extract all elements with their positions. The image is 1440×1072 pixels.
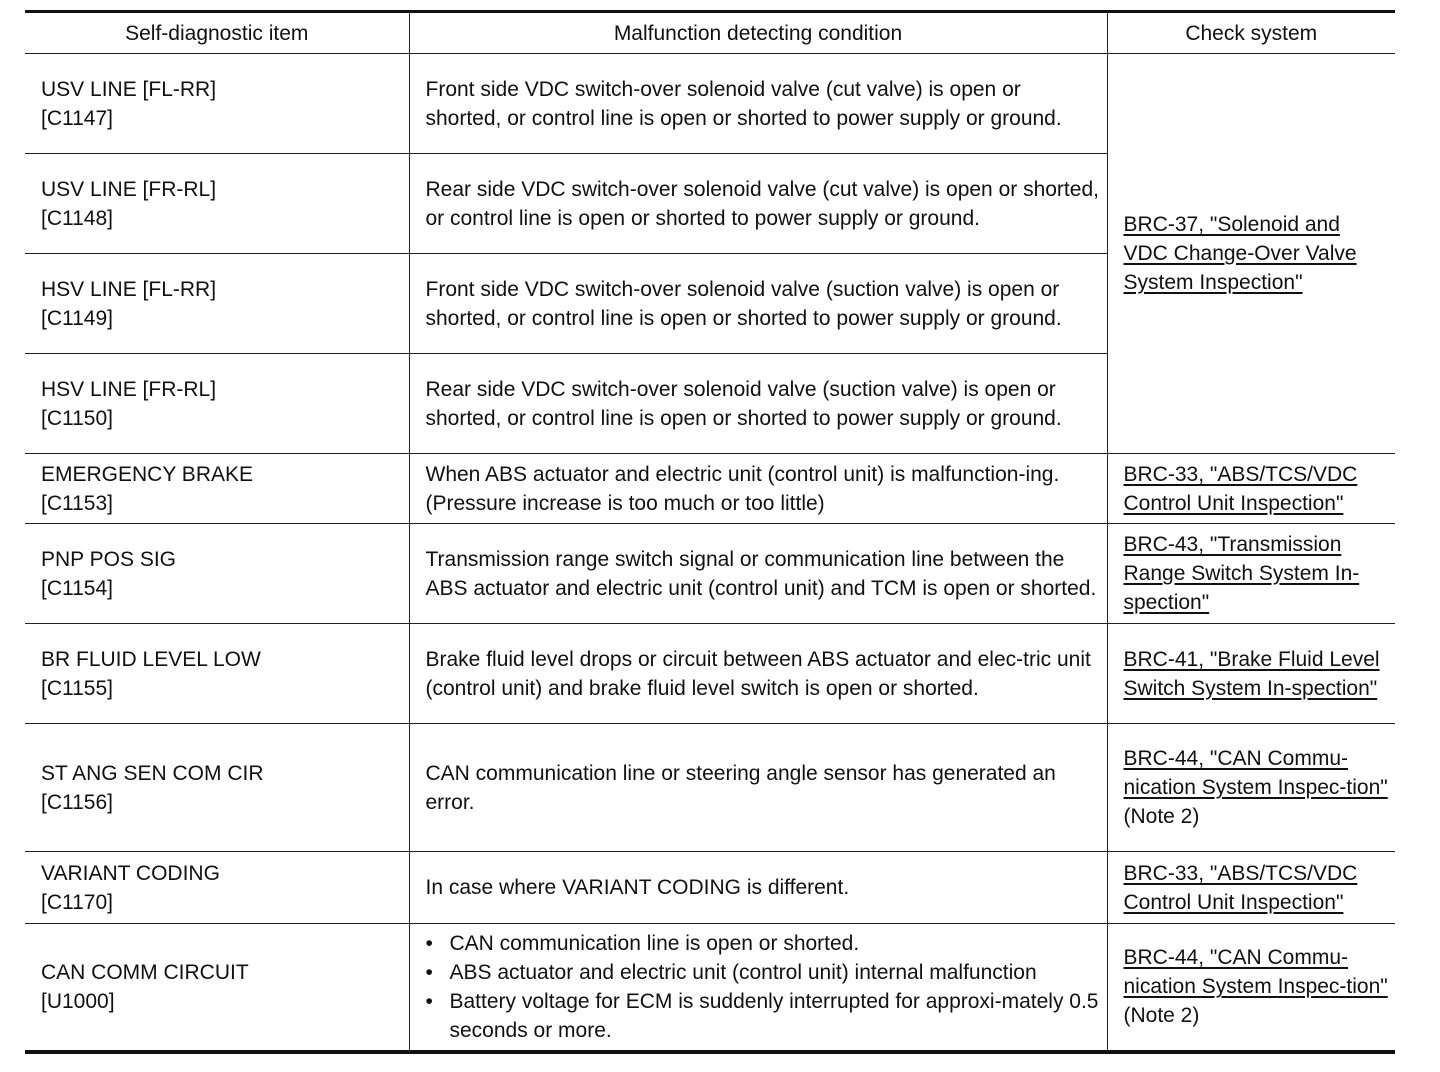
item-code: [C1150] <box>41 406 113 430</box>
table-row <box>25 454 1395 524</box>
condition-cell: Front side VDC switch-over solenoid valve (cut valve) is open or shorted, or control line is open or shorted to power supply or ground. <box>409 54 1107 154</box>
condition-cell: Front side VDC switch-over solenoid valve (suction valve) is open or shorted, or control line is open or shorted to power supply or ground. <box>409 254 1107 354</box>
check-cell <box>1107 624 1395 724</box>
item-code: [C1148] <box>41 206 113 230</box>
check-link[interactable]: BRC-33, "ABS/TCS/VDC Control Unit Inspection" <box>1123 462 1358 515</box>
table-row <box>25 724 1395 852</box>
bullet-icon: • <box>425 960 433 984</box>
item-cell <box>25 154 409 254</box>
bullet-icon: • <box>425 931 433 955</box>
check-link[interactable]: BRC-41, "Brake Fluid Level Switch System In-spection" <box>1123 647 1380 700</box>
item-name: ST ANG SEN COM CIR <box>41 761 264 785</box>
check-cell <box>1107 524 1395 624</box>
item-code: [C1154] <box>41 576 113 600</box>
item-cell <box>25 724 409 852</box>
item-cell <box>25 624 409 724</box>
check-link[interactable]: BRC-33, "ABS/TCS/VDC Control Unit Inspection" <box>1123 861 1358 914</box>
table-header-row <box>25 12 1395 54</box>
item-name: EMERGENCY BRAKE <box>41 462 253 486</box>
table-row <box>25 624 1395 724</box>
check-link[interactable]: BRC-44, "CAN Commu-nication System Inspec-tion" <box>1123 747 1388 799</box>
table-row <box>25 54 1395 154</box>
item-code: [C1156] <box>41 790 113 814</box>
item-name: USV LINE [FL-RR] <box>41 77 217 101</box>
item-name: PNP POS SIG <box>41 547 176 571</box>
item-cell <box>25 254 409 354</box>
condition-cell: Brake fluid level drops or circuit between ABS actuator and elec-tric unit (control unit) and brake fluid level switch is open or shorted. <box>409 624 1107 724</box>
condition-cell: When ABS actuator and electric unit (control unit) is malfunction-ing. (Pressure increase is too much or too little) <box>409 454 1107 524</box>
bullet-icon: • <box>425 989 433 1013</box>
condition-cell: Rear side VDC switch-over solenoid valve (suction valve) is open or shorted, or control line is open or shorted to power supply or ground. <box>409 354 1107 454</box>
check-cell <box>1107 54 1395 454</box>
item-cell <box>25 354 409 454</box>
item-name: BR FLUID LEVEL LOW <box>41 647 261 671</box>
table-row <box>25 852 1395 924</box>
item-cell <box>25 852 409 924</box>
header-check-system: Check system <box>1107 12 1395 54</box>
condition-cell: Transmission range switch signal or communication line between the ABS actuator and electric unit (control unit) and TCM is open or shorted. <box>409 524 1107 624</box>
item-code: [C1155] <box>41 676 113 700</box>
item-name: USV LINE [FR-RL] <box>41 177 217 201</box>
item-cell <box>25 524 409 624</box>
check-link[interactable]: BRC-44, "CAN Commu-nication System Inspec-tion" <box>1123 946 1388 999</box>
item-name: HSV LINE [FR-RL] <box>41 377 217 401</box>
check-note: (Note 2) <box>1123 805 1200 828</box>
list-item: • ABS actuator and electric unit (control unit) internal malfunction <box>426 958 1101 987</box>
table-row <box>25 524 1395 624</box>
condition-bullet-list <box>426 929 1101 1045</box>
check-link[interactable]: BRC-43, "Transmission Range Switch System In-spection" <box>1123 533 1360 614</box>
condition-cell: Rear side VDC switch-over solenoid valve (cut valve) is open or shorted, or control line is open or shorted to power supply or ground. <box>409 154 1107 254</box>
check-cell <box>1107 852 1395 924</box>
item-code: [U1000] <box>41 989 115 1013</box>
condition-cell <box>409 924 1107 1052</box>
item-cell <box>25 54 409 154</box>
item-code: [C1170] <box>41 890 113 914</box>
list-item: • Battery voltage for ECM is suddenly interrupted for approxi-mately 0.5 seconds or more. <box>426 987 1101 1045</box>
list-item: • CAN communication line is open or shorted. <box>426 929 1101 958</box>
check-cell <box>1107 724 1395 852</box>
check-link-solenoid-vdc[interactable]: BRC-37, "Solenoid and VDC Change-Over Valve System Inspection" <box>1123 213 1357 294</box>
condition-cell: CAN communication line or steering angle sensor has generated an error. <box>409 724 1107 852</box>
header-malfunction-condition: Malfunction detecting condition <box>409 12 1107 54</box>
check-cell <box>1107 454 1395 524</box>
check-note: (Note 2) <box>1123 1004 1200 1028</box>
item-code: [C1147] <box>41 106 113 130</box>
item-name: CAN COMM CIRCUIT <box>41 960 249 984</box>
check-cell <box>1107 924 1395 1052</box>
item-code: [C1149] <box>41 306 113 330</box>
item-name: VARIANT CODING <box>41 861 220 885</box>
item-cell <box>25 454 409 524</box>
condition-cell: In case where VARIANT CODING is different. <box>409 852 1107 924</box>
header-self-diagnostic-item: Self-diagnostic item <box>25 12 409 54</box>
item-name: HSV LINE [FL-RR] <box>41 277 217 301</box>
item-code: [C1153] <box>41 491 113 515</box>
self-diagnostic-table <box>25 10 1395 1054</box>
table-row <box>25 924 1395 1052</box>
item-cell <box>25 924 409 1052</box>
